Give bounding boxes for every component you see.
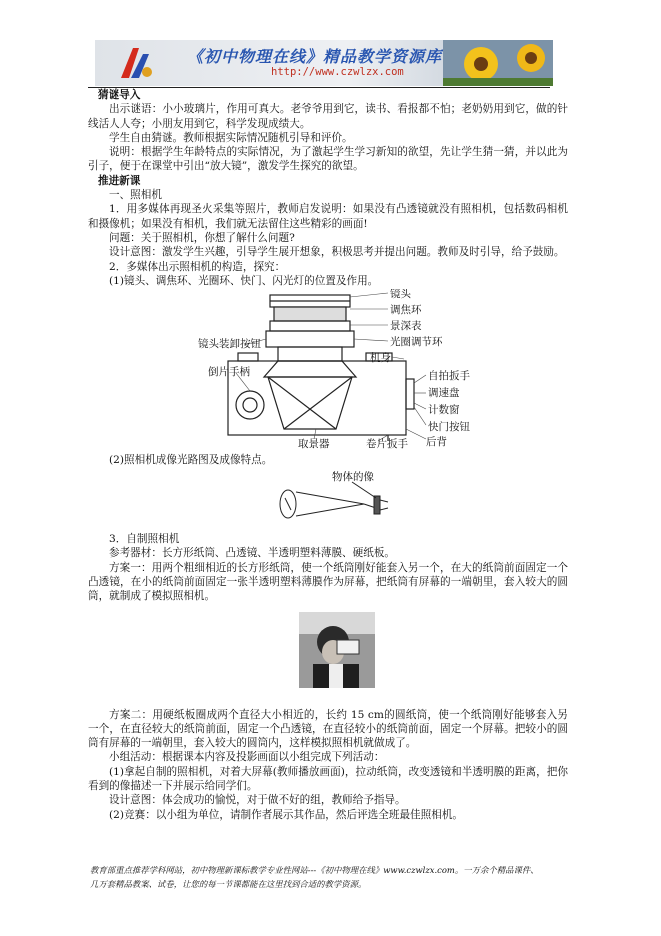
paragraph: 小组活动：根据课本内容及投影画面以小组完成下列活动：	[109, 751, 385, 764]
label-back-cover: 后背	[426, 436, 447, 449]
camera-structure-diagram	[88, 289, 568, 449]
banner-url: http://www.czwlzx.com	[271, 66, 404, 78]
footer-line-2: 几万套精品教案、试卷，让您的每一节课都能在这里找到合适的教学资源。	[90, 879, 367, 889]
page-footer	[90, 863, 570, 891]
label-focus-ring: 调焦环	[390, 304, 422, 317]
label-rewind-crank: 倒片手柄	[208, 366, 250, 379]
label-viewfinder: 取景器	[298, 438, 330, 450]
paragraph: 参考器材：长方形纸筒、凸透镜、半透明塑料薄膜、硬纸板。	[109, 547, 396, 560]
paragraph: (2)竞赛：以小组为单位，请制作者展示其作品，然后评选全班最佳照相机。	[109, 808, 464, 821]
paragraph: 说明：根据学生年龄特点的实际情况，为了激起学生学习新知的欲望，先让学生猜一猜，并以此为引子，便于在课堂中引出“放大镜”，激发学生探究的欲望。	[88, 146, 568, 173]
footer-line-1: 教育部重点推荐学科网站，初中物理新课标教学专业性网站---《初中物理在线》www.czwlzx.com。一万余个精品课件、	[90, 865, 539, 875]
label-shutter-button: 快门按钮	[428, 421, 470, 434]
label-frame-counter: 计数窗	[428, 404, 460, 417]
subheading-camera: 一、照相机	[109, 189, 162, 202]
paragraph: (1)镜头、调焦环、光圈环、快门、闪光灯的位置及作用。	[109, 274, 379, 287]
paragraph: 设计意图：体会成功的愉悦，对于做不好的组，教师给予指导。	[109, 794, 406, 807]
label-image: 物体的像	[332, 470, 374, 483]
label-advance-lever: 卷片扳手	[366, 438, 408, 450]
paragraph: 2．多媒体出示照相机的构造，探究：	[109, 260, 286, 273]
paragraph: (2)照相机成像光路图及成像特点。	[109, 454, 273, 467]
paragraph: 问题：关于照相机，你想了解什么问题?	[109, 231, 295, 244]
label-lens: 镜头	[390, 289, 411, 301]
label-self-timer: 自拍扳手	[428, 370, 470, 383]
paragraph: 学生自由猜谜。教师根据实际情况随机引导和评价。	[109, 131, 353, 144]
paragraph: 1．用多媒体再现圣火采集等照片，教师启发说明：如果没有凸透镜就没有照相机，包括数码相机和摄像机；如果没有相机，我们就无法留住这些精彩的画面!	[88, 203, 568, 230]
label-aperture-ring: 光圈调节环	[390, 336, 443, 349]
photo-figure	[88, 612, 568, 698]
site-banner	[95, 40, 553, 86]
label-dof-scale: 景深表	[390, 320, 422, 333]
paragraph: (1)拿起自制的照相机，对着大屏幕(教师播放画面)，拉动纸筒，改变透镜和半透明膜的距离，把你看到的像描述一下并展示给同学们。	[88, 765, 568, 793]
sunflower-image	[443, 40, 553, 86]
document-body	[88, 88, 568, 822]
label-speed-dial: 调速盘	[428, 387, 460, 400]
paragraph: 出示谜语：小小玻璃片，作用可真大。老爷爷用到它，读书、看报都不怕；老奶奶用到它，做的针线活人人夸；小朋友用到它，科学发现成绩大。	[88, 103, 568, 130]
section-heading-new-lesson: 推进新课	[98, 174, 141, 187]
paragraph: 3．自制照相机	[109, 533, 180, 546]
student-with-camera-photo	[299, 612, 375, 688]
banner-title: 《初中物理在线》精品教学资源库	[187, 47, 443, 66]
site-logo	[117, 44, 155, 82]
section-heading-riddle: 猜谜导入	[98, 89, 141, 101]
paragraph: 设计意图：激发学生兴趣，引导学生展开想象，积极思考并提出问题。教师及时引导，给予鼓励。	[109, 246, 565, 259]
paragraph: 方案一：用两个粗细相近的长方形纸筒，使一个纸筒刚好能套入另一个，在大的纸筒前面固定一个凸透镜，在小的纸筒前面固定一张半透明塑料薄膜作为屏幕，把纸筒有屏幕的一端朝里，套入较大的圆筒，就制成了模拟照相机。	[88, 561, 568, 603]
label-lens-release: 镜头装卸按钮	[198, 338, 261, 351]
label-body: 机身	[370, 352, 391, 365]
camera-optics-diagram	[88, 470, 568, 528]
paragraph: 方案二：用硬纸板圈成两个直径大小相近的，长约 15 cm的圆纸筒，使一个纸筒刚好能够套入另一个，在直径较大的纸筒前面，固定一个凸透镜，在直径较小的纸筒前面，固定一个屏幕。把较小的圆筒有屏幕的一端朝里，套入较大的圆筒内，这样模拟照相机就做成了。	[88, 708, 568, 750]
